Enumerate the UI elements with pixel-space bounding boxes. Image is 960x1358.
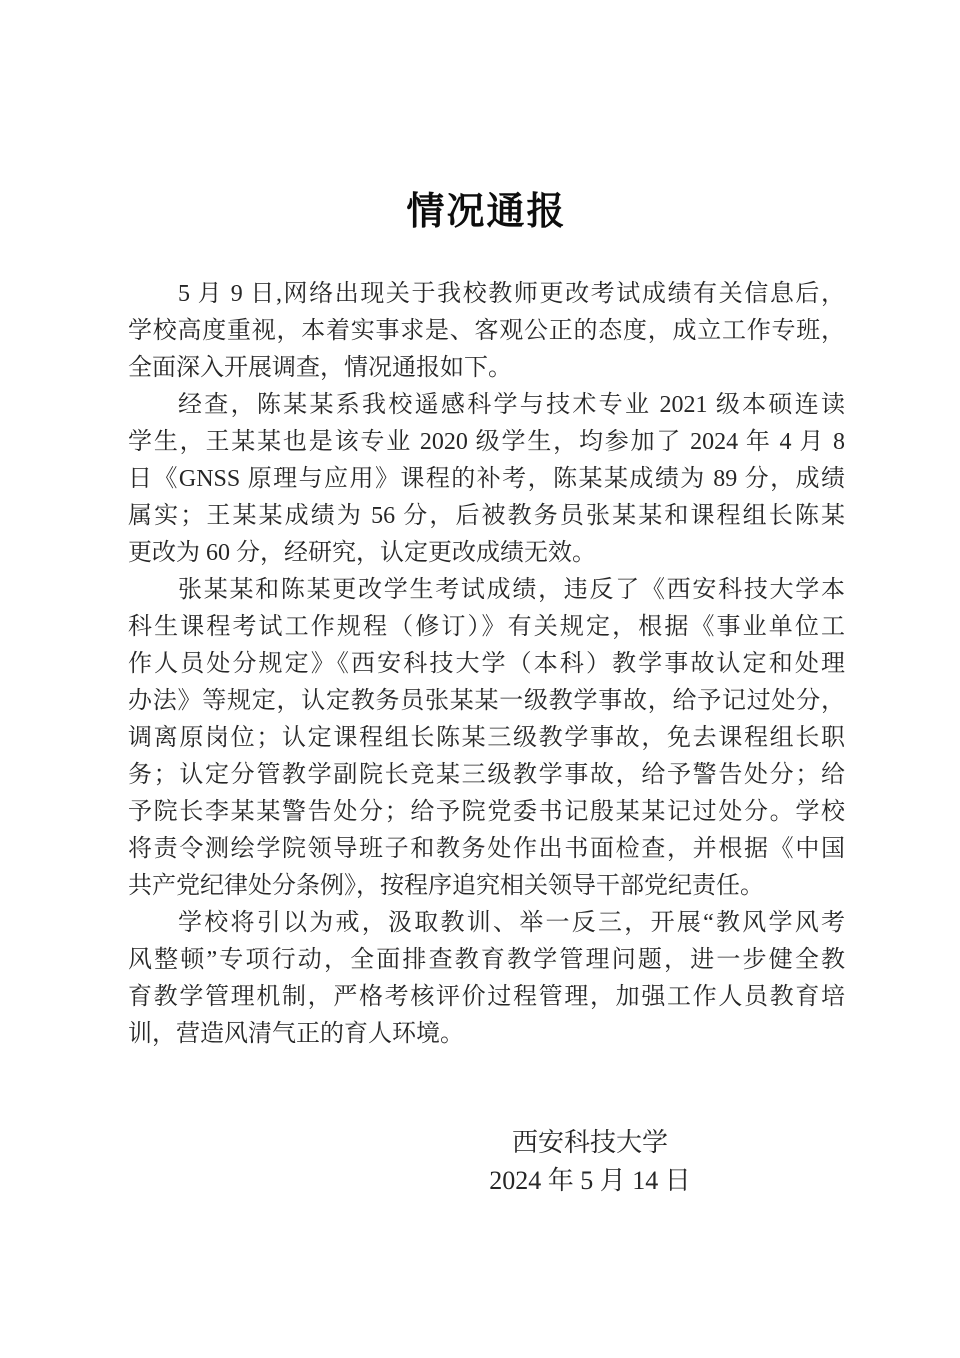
body-line: 调离原岗位；认定课程组长陈某三级教学事故，免去课程组长职 xyxy=(128,725,845,751)
body-line: 全面深入开展调查，情况通报如下。 xyxy=(128,355,512,381)
signature-org: 西安科技大学 xyxy=(511,1128,668,1157)
body-line: 务；认定分管教学副院长竞某三级教学事故，给予警告处分；给 xyxy=(128,762,845,788)
signature-block xyxy=(330,1124,850,1200)
body-line: 作人员处分规定》《西安科技大学（本科）教学事故认定和处理 xyxy=(128,651,845,677)
body-line: 风整顿”专项行动，全面排查教育教学管理问题，进一步健全教 xyxy=(128,947,845,973)
body-line: 5 月 9 日,网络出现关于我校教师更改考试成绩有关信息后， xyxy=(178,281,845,307)
body-line: 办法》等规定，认定教务员张某某一级教学事故，给予记过处分， xyxy=(128,688,845,714)
body-line: 属实；王某某成绩为 56 分，后被教务员张某某和课程组长陈某 xyxy=(128,503,845,529)
document-body xyxy=(128,276,845,1053)
body-line: 训，营造风清气正的育人环境。 xyxy=(128,1021,464,1047)
body-line: 将责令测绘学院领导班子和教务处作出书面检查，并根据《中国 xyxy=(128,836,845,862)
body-line: 日《GNSS 原理与应用》课程的补考，陈某某成绩为 89 分，成绩 xyxy=(128,466,845,492)
body-line: 学校将引以为戒，汲取教训、举一反三，开展“教风学风考 xyxy=(178,910,845,936)
document-title: 情况通报 xyxy=(406,191,567,233)
body-line: 学校高度重视，本着实事求是、客观公正的态度，成立工作专班， xyxy=(128,318,845,344)
body-line: 共产党纪律处分条例》，按程序追究相关领导干部党纪责任。 xyxy=(128,873,764,899)
body-line: 学生，王某某也是该专业 2020 级学生，均参加了 2024 年 4 月 8 xyxy=(128,429,845,455)
body-line: 经查，陈某某系我校遥感科学与技术专业 2021 级本硕连读 xyxy=(178,392,845,418)
body-line: 更改为 60 分，经研究，认定更改成绩无效。 xyxy=(128,540,596,566)
body-line: 予院长李某某警告处分；给予院党委书记殷某某记过处分。学校 xyxy=(128,799,845,825)
signature-date: 2024 年 5 月 14 日 xyxy=(489,1166,691,1195)
body-line: 科生课程考试工作规程（修订）》有关规定，根据《事业单位工 xyxy=(128,614,845,640)
body-line: 张某某和陈某更改学生考试成绩，违反了《西安科技大学本 xyxy=(178,577,845,603)
body-line: 育教学管理机制，严格考核评价过程管理，加强工作人员教育培 xyxy=(128,984,845,1010)
